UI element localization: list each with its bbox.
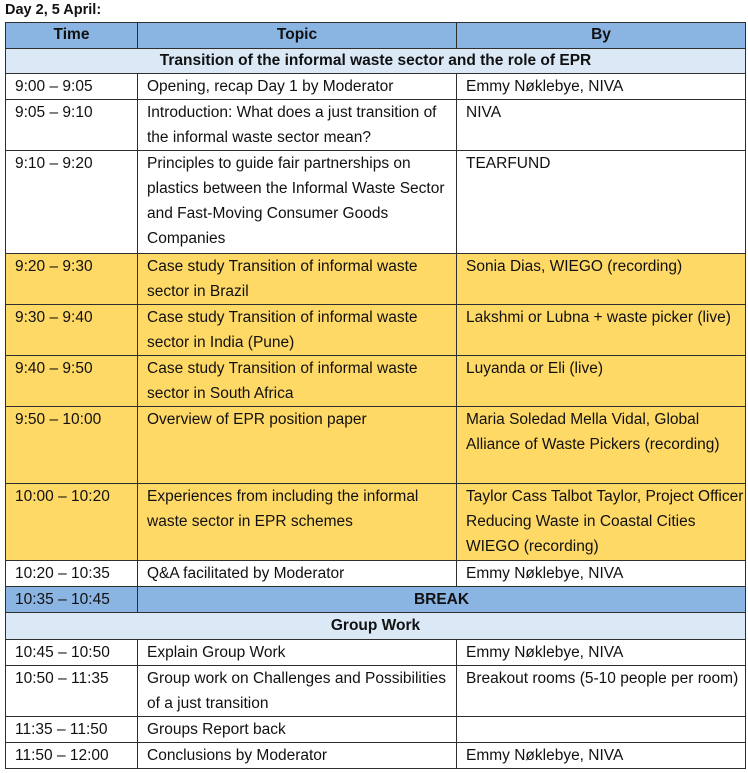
by-cell — [457, 717, 746, 743]
break-label: BREAK — [138, 587, 746, 613]
break-row — [6, 587, 746, 613]
topic-cell: Group work on Challenges and Possibilities of a just transition — [138, 666, 457, 717]
time-cell: 9:40 – 9:50 — [6, 356, 138, 407]
time-cell: 9:20 – 9:30 — [6, 254, 138, 305]
topic-cell: Case study Transition of informal waste sector in India (Pune) — [138, 305, 457, 356]
topic-cell: Groups Report back — [138, 717, 457, 743]
topic-cell: Introduction: What does a just transition of the informal waste sector mean? — [138, 100, 457, 151]
topic-cell: Opening, recap Day 1 by Moderator — [138, 74, 457, 100]
table-row — [6, 407, 746, 484]
by-cell: Emmy Nøklebye, NIVA — [457, 743, 746, 769]
table-row — [6, 666, 746, 717]
table-row — [6, 305, 746, 356]
by-cell: Emmy Nøklebye, NIVA — [457, 561, 746, 587]
table-row — [6, 743, 746, 769]
topic-cell: Explain Group Work — [138, 640, 457, 666]
section-row — [6, 613, 746, 640]
topic-cell: Q&A facilitated by Moderator — [138, 561, 457, 587]
section-title: Group Work — [6, 613, 746, 640]
table-row — [6, 356, 746, 407]
time-cell: 10:20 – 10:35 — [6, 561, 138, 587]
time-cell: 11:50 – 12:00 — [6, 743, 138, 769]
table-row — [6, 74, 746, 100]
by-cell: Emmy Nøklebye, NIVA — [457, 74, 746, 100]
table-row — [6, 717, 746, 743]
table-row — [6, 484, 746, 561]
time-cell: 9:05 – 9:10 — [6, 100, 138, 151]
time-cell: 10:45 – 10:50 — [6, 640, 138, 666]
time-cell: 9:50 – 10:00 — [6, 407, 138, 484]
section-title: Transition of the informal waste sector and the role of EPR — [6, 49, 746, 74]
by-cell: Taylor Cass Talbot Taylor, Project Officer Reducing Waste in Coastal Cities WIEGO (recording) — [457, 484, 746, 561]
by-cell: Lakshmi or Lubna + waste picker (live) — [457, 305, 746, 356]
header-row — [6, 23, 746, 49]
table-row — [6, 640, 746, 666]
time-cell: 9:30 – 9:40 — [6, 305, 138, 356]
section-row — [6, 49, 746, 74]
header-time: Time — [6, 23, 138, 49]
by-cell: Emmy Nøklebye, NIVA — [457, 640, 746, 666]
header-by: By — [457, 23, 746, 49]
by-cell: Sonia Dias, WIEGO (recording) — [457, 254, 746, 305]
agenda-table — [5, 22, 746, 769]
topic-cell: Experiences from including the informal waste sector in EPR schemes — [138, 484, 457, 561]
table-row — [6, 151, 746, 254]
day-title: Day 2, 5 April: — [5, 2, 102, 18]
by-cell: Luyanda or Eli (live) — [457, 356, 746, 407]
by-cell: TEARFUND — [457, 151, 746, 254]
time-cell: 10:50 – 11:35 — [6, 666, 138, 717]
time-cell: 10:00 – 10:20 — [6, 484, 138, 561]
table-row — [6, 254, 746, 305]
time-cell: 11:35 – 11:50 — [6, 717, 138, 743]
time-cell: 9:00 – 9:05 — [6, 74, 138, 100]
time-cell: 9:10 – 9:20 — [6, 151, 138, 254]
table-row — [6, 100, 746, 151]
by-cell: NIVA — [457, 100, 746, 151]
topic-cell: Case study Transition of informal waste sector in Brazil — [138, 254, 457, 305]
break-time-cell: 10:35 – 10:45 — [6, 587, 138, 613]
topic-cell: Principles to guide fair partnerships on plastics between the Informal Waste Sector and Fast-Moving Consumer Goods Companies — [138, 151, 457, 254]
header-topic: Topic — [138, 23, 457, 49]
topic-cell: Case study Transition of informal waste sector in South Africa — [138, 356, 457, 407]
topic-cell: Overview of EPR position paper — [138, 407, 457, 484]
by-cell: Maria Soledad Mella Vidal, Global Alliance of Waste Pickers (recording) — [457, 407, 746, 484]
table-row — [6, 561, 746, 587]
by-cell: Breakout rooms (5-10 people per room) — [457, 666, 746, 717]
topic-cell: Conclusions by Moderator — [138, 743, 457, 769]
